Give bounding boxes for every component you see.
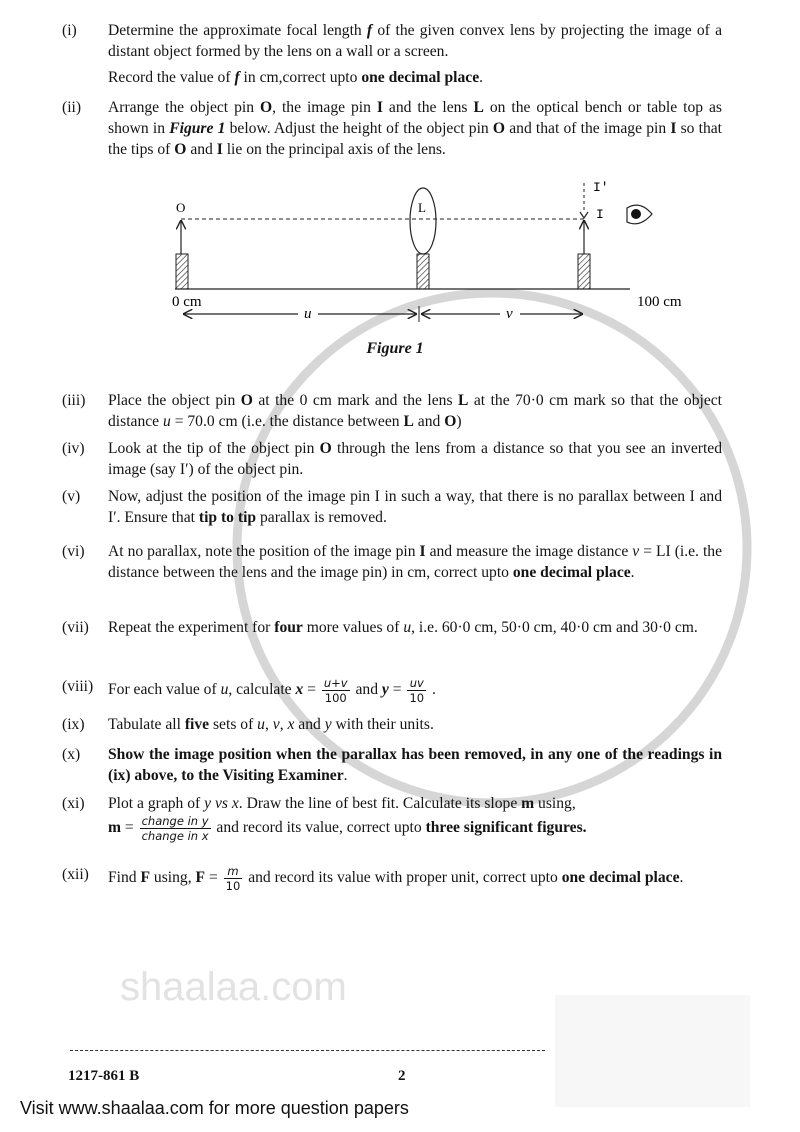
text-segment: , i.e. 60·0 cm, 50·0 cm, 40·0 cm and 30·0 cm. — [411, 619, 698, 636]
text-segment: F — [195, 869, 206, 887]
text-segment: O — [319, 440, 332, 457]
figure-1-optical-bench — [0, 0, 800, 340]
scale-end-label: 100 cm — [637, 294, 682, 310]
image-label: I — [596, 207, 604, 222]
step-label: (vii) — [62, 619, 89, 636]
scan-shadow — [555, 995, 750, 1107]
text-segment: and — [351, 681, 382, 699]
text-segment: = — [303, 681, 320, 699]
text-segment: . — [428, 681, 436, 699]
question-step — [62, 390, 722, 432]
text-segment: Plot a graph of — [108, 795, 205, 812]
text-segment: and record its value with proper unit, correct upto — [244, 869, 562, 887]
step-text — [108, 793, 722, 843]
text-segment: , the image pin — [272, 99, 377, 116]
text-segment: . — [343, 767, 348, 784]
question-step — [62, 744, 722, 786]
step-text — [108, 744, 722, 786]
step-label: (viii) — [62, 678, 94, 695]
text-segment: four — [274, 619, 303, 636]
step-text — [108, 390, 722, 432]
text-segment: O — [240, 392, 253, 409]
text-segment: more values of — [302, 619, 404, 636]
paper-code: 1217-861 B — [68, 1068, 140, 1084]
figure-caption: Figure 1 — [366, 340, 424, 357]
text-segment: of the given convex lens by projecting the image of a distant object formed by the lens on a wall or a screen. — [108, 22, 722, 60]
text-segment: and — [186, 141, 217, 158]
step-label: (ii) — [62, 99, 82, 116]
text-segment: . — [630, 564, 635, 581]
step-text — [108, 676, 722, 705]
text-segment: lie on the principal axis of the lens. — [222, 141, 446, 158]
step-label: (vi) — [62, 543, 85, 560]
text-segment: O — [259, 99, 273, 116]
text-segment: = — [388, 681, 406, 699]
text-segment: u — [403, 619, 412, 636]
text-segment: L — [457, 392, 469, 409]
numerator: change in y — [141, 814, 209, 828]
fraction — [224, 864, 243, 893]
text-segment: u — [220, 681, 229, 699]
text-segment: at the 0 cm mark and the lens — [252, 392, 458, 409]
text-segment: O — [444, 413, 457, 430]
text-segment: Repeat the experiment for — [108, 619, 275, 636]
text-segment: and that of the image pin — [505, 120, 671, 137]
denominator: change in x — [141, 829, 209, 843]
image-prime-label: I′ — [593, 180, 609, 195]
step-label: (v) — [62, 488, 81, 505]
question-step — [62, 714, 722, 735]
question-step — [62, 793, 722, 843]
text-segment: tip to tip — [198, 509, 257, 526]
step-text — [108, 438, 722, 480]
text-segment: , — [264, 716, 273, 733]
text-segment: O — [174, 141, 187, 158]
text-segment: Show the image position when the parallax has been removed, in any one of the readings in (ix) above, to the Visiting Examiner — [108, 746, 722, 784]
lens-label: L — [418, 200, 426, 215]
text-segment: At no parallax, note the position of the image pin — [108, 543, 420, 560]
text-segment: one decimal place — [561, 869, 680, 887]
text-segment: v — [632, 543, 640, 560]
step-text — [108, 864, 722, 893]
text-segment: ) — [456, 413, 462, 430]
text-segment: L — [473, 99, 484, 116]
step-label: (xi) — [62, 795, 85, 812]
numerator: m — [224, 864, 243, 879]
lens-stand — [417, 254, 429, 289]
text-segment: I — [216, 141, 223, 158]
step-label: (i) — [62, 22, 77, 39]
image-stand — [578, 254, 590, 289]
text-segment: Determine the approximate focal length — [108, 22, 367, 39]
footer-divider — [70, 1050, 545, 1051]
convex-lens — [410, 188, 436, 254]
text-segment: Now, adjust the position of the image pin I in such a way, that there is no parallax between I and I′. Ensure that — [108, 488, 722, 526]
step-label: (x) — [62, 746, 81, 763]
text-segment: I — [376, 99, 383, 116]
text-segment: and measure the image distance — [425, 543, 633, 560]
text-segment: using, — [534, 795, 576, 812]
text-segment: in cm,correct upto — [239, 69, 362, 86]
text-segment: at the 70·0 cm mark so that the object distance — [108, 392, 722, 430]
text-segment: , calculate — [228, 681, 296, 699]
text-segment: y vs x — [204, 795, 239, 812]
text-segment: and record its value, correct upto — [212, 819, 426, 837]
v-label: v — [506, 306, 513, 322]
text-segment: using, — [150, 869, 196, 887]
denominator: 10 — [409, 691, 425, 705]
text-segment: m — [108, 819, 121, 837]
text-segment: . — [679, 869, 684, 887]
question-step — [62, 864, 722, 893]
step-text — [108, 714, 722, 735]
fraction — [140, 814, 211, 843]
text-segment: u — [257, 716, 265, 733]
text-segment: = 70.0 cm (i.e. the distance between — [170, 413, 404, 430]
text-segment: m — [521, 795, 535, 812]
text-segment: and the lens — [382, 99, 474, 116]
text-segment: f — [234, 69, 240, 86]
step-label: (xii) — [62, 866, 89, 883]
text-segment: through the lens from a distance so that you see an inverted image (say I′) of the object pin. — [108, 440, 722, 478]
step-text — [108, 541, 722, 583]
text-segment: x — [295, 681, 304, 699]
text-segment: five — [184, 716, 210, 733]
text-segment: For each value of — [108, 681, 221, 699]
step-label: (iv) — [62, 440, 85, 457]
fraction — [322, 676, 350, 705]
scale-start-label: 0 cm — [172, 294, 202, 310]
question-step — [62, 486, 722, 528]
text-segment: one decimal place — [361, 69, 480, 86]
text-segment: and — [413, 413, 445, 430]
text-segment: Arrange the object pin — [108, 99, 260, 116]
step-text — [108, 617, 722, 638]
fraction — [407, 676, 426, 705]
text-segment: = LI (i.e. the distance between the lens and the image pin) in cm, correct upto — [108, 543, 722, 581]
text-segment: u — [163, 413, 171, 430]
text-segment: L — [403, 413, 414, 430]
text-segment: on the optical bench or table top as shown in — [108, 99, 722, 137]
question-step — [62, 541, 722, 583]
text-segment: Record the value of — [108, 69, 235, 86]
text-segment: three significant figures. — [425, 819, 587, 837]
text-segment: = — [205, 869, 222, 887]
text-segment: x — [287, 716, 295, 733]
text-segment: Tabulate all — [108, 716, 185, 733]
question-step — [62, 676, 722, 705]
text-segment: I — [670, 120, 677, 137]
text-segment: f — [366, 22, 373, 39]
text-segment: with their units. — [331, 716, 434, 733]
watermark-text: shaalaa.com — [120, 965, 347, 1009]
eye-icon — [627, 205, 652, 224]
page-number: 2 — [398, 1068, 406, 1084]
text-segment: . — [479, 69, 484, 86]
u-label: u — [304, 306, 312, 322]
object-label: O — [176, 200, 186, 215]
text-segment: v — [272, 716, 280, 733]
text-segment: O — [492, 120, 506, 137]
text-segment: Figure 1 — [169, 120, 226, 137]
text-segment: sets of — [209, 716, 258, 733]
numerator: u+v — [323, 676, 348, 690]
text-segment: F — [140, 869, 151, 887]
step-label: (iii) — [62, 392, 86, 409]
step-label: (ix) — [62, 716, 85, 733]
numerator: uv — [407, 676, 426, 691]
text-segment: Place the object pin — [108, 392, 241, 409]
denominator: 10 — [225, 879, 241, 893]
text-segment: parallax is removed. — [256, 509, 387, 526]
question-step — [62, 617, 722, 638]
denominator: 100 — [324, 691, 347, 705]
text-segment: one decimal place — [512, 564, 631, 581]
text-segment: Find — [108, 869, 141, 887]
visit-link[interactable]: Visit www.shaalaa.com for more question papers — [20, 1098, 409, 1118]
text-segment: y — [324, 716, 332, 733]
text-segment: I — [419, 543, 426, 560]
text-segment: below. Adjust the height of the object pin — [225, 120, 493, 137]
text-segment: y — [381, 681, 389, 699]
text-segment: so that the tips of — [108, 120, 723, 158]
text-segment: , — [279, 716, 288, 733]
object-stand — [176, 254, 188, 289]
text-segment: and — [294, 716, 325, 733]
step-text — [108, 486, 722, 528]
text-segment: = — [121, 819, 138, 837]
text-segment: . Draw the line of best fit. Calculate its slope — [238, 795, 522, 812]
inverted-image — [580, 212, 588, 218]
question-step — [62, 438, 722, 480]
text-segment: Look at the tip of the object pin — [108, 440, 320, 457]
